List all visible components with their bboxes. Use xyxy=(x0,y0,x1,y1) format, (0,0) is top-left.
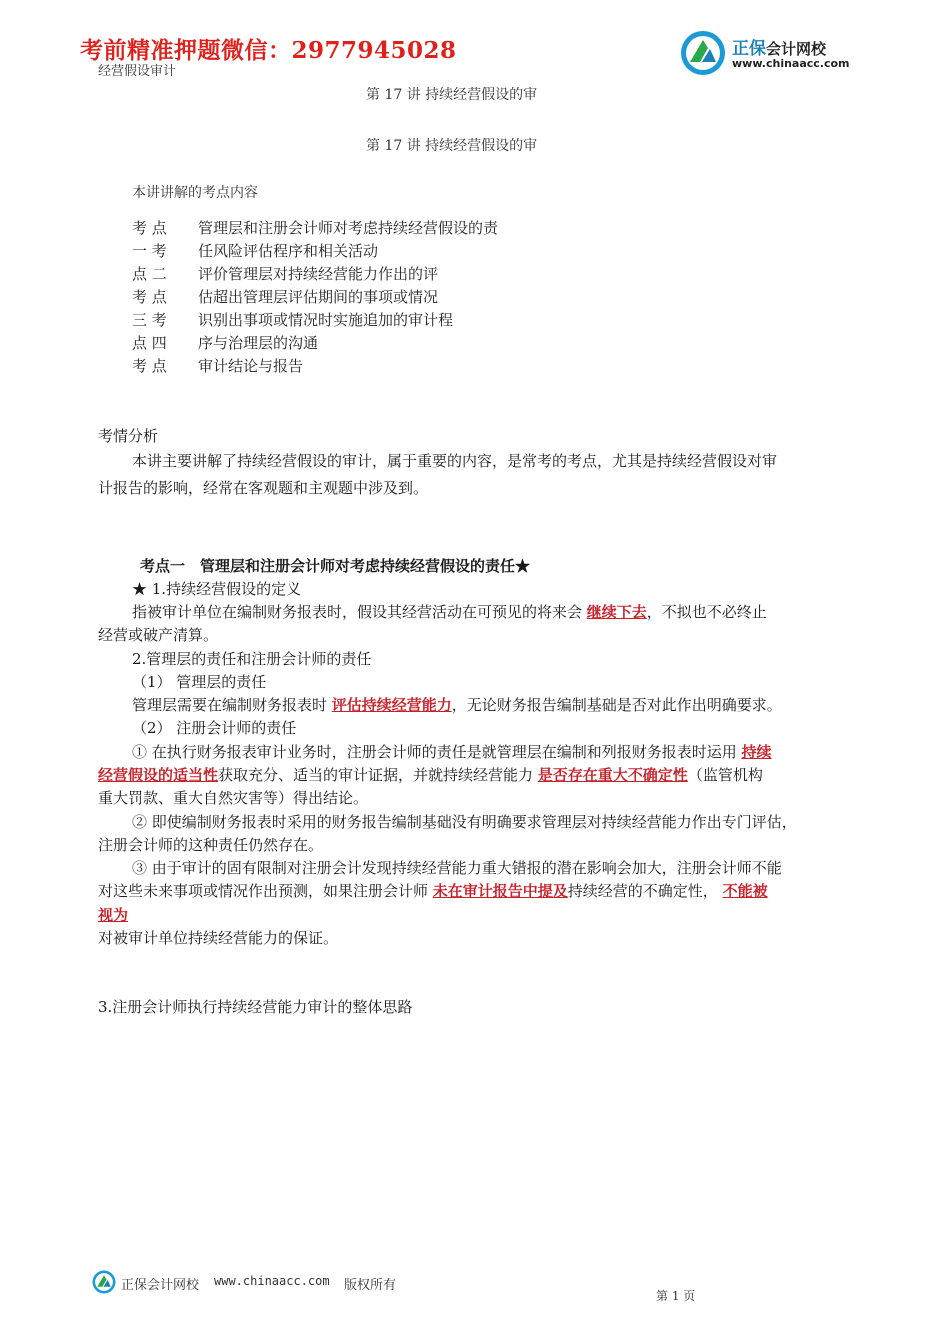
definition-title: ★ 1.持续经营假设的定义 xyxy=(132,580,302,598)
footer-brand: 正保会计网校 xyxy=(121,1278,200,1293)
logo-sub: 会计网校 xyxy=(766,40,827,58)
point-1-line-3: 重大罚款、重大自然灾害等）得出结论。 xyxy=(98,789,369,807)
highlight-going-concern-b: 经营假设的适当性 xyxy=(98,766,219,784)
toc-row: 考 点 审计结论与报告 xyxy=(132,357,304,375)
toc-row: 一 考 任风险评估程序和相关活动 xyxy=(132,242,379,260)
highlight-assess: 评估持续经营能力 xyxy=(331,696,452,714)
footer xyxy=(92,1270,492,1296)
lecture-title-cut-1: 第 17 讲 持续经营假设的审 xyxy=(366,87,538,103)
cpa-title: （2） 注册会计师的责任 xyxy=(132,719,297,737)
analysis-line-2-cut: 计报告的影响，经常在客观题和主观题中涉及到。 xyxy=(98,479,429,497)
point-1-line-2: 经营假设的适当性获取充分、适当的审计证据，并就持续经营能力 是否存在重大不确定性（监管机构 xyxy=(98,766,763,784)
mgmt-title: （1） 管理层的责任 xyxy=(132,673,267,691)
point-3-line-2: 对这些未来事项或情况作出预测，如果注册会计师 未在审计报告中提及持续经营的不确定性， 不能被 xyxy=(98,882,768,900)
chinaacc-logo xyxy=(680,28,870,78)
footer-rights: 版权所有 xyxy=(344,1278,397,1293)
logo-name: 正保 xyxy=(732,39,766,59)
footer-url: www.chinaacc.com xyxy=(214,1274,330,1288)
point-3-line-3 xyxy=(98,904,128,927)
promo-banner: 考前精准押题微信：2977945028 xyxy=(80,37,457,64)
lecture-title-cut-2: 第 17 讲 持续经营假设的审 xyxy=(366,138,538,154)
toc-row: 三 考 识别出事项或情况时实施追加的审计程 xyxy=(132,311,454,329)
point-1-line-1: ① 在执行财务报表审计业务时，注册会计师的责任是就管理层在编制和列报财务报表时运用 持续 xyxy=(132,743,772,761)
definition-line-1: 指被审计单位在编制财务报表时，假设其经营活动在可预见的将来会 继续下去，不拟也不必终止 xyxy=(132,603,767,621)
toc-title-cut: 本讲讲解的考点内容 xyxy=(132,185,258,201)
highlight-not-regarded-b: 视为 xyxy=(98,906,129,924)
toc-row: 点 四 序与治理层的沟通 xyxy=(132,334,319,352)
analysis-line-1: 本讲主要讲解了持续经营假设的审计，属于重要的内容，是常考的考点，尤其是持续经营假设对审 xyxy=(132,452,778,470)
definition-line-2: 经营或破产清算。 xyxy=(98,626,219,644)
logo-mark-icon xyxy=(680,30,726,76)
analysis-title: 考情分析 xyxy=(98,427,159,445)
point-3-line-1: ③ 由于审计的固有限制对注册会计发现持续经营能力重大错报的潜在影响会加大，注册会计师不能 xyxy=(132,859,782,877)
point-2-line-1: ② 即使编制财务报表时采用的财务报告编制基础没有明确要求管理层对持续经营能力作出专门评估， xyxy=(132,813,797,831)
footer-logo-icon xyxy=(92,1270,116,1294)
section-heading: 考点一 管理层和注册会计师对考虑持续经营假设的责任★ xyxy=(140,557,531,575)
toc-row: 点 二 评价管理层对持续经营能力作出的评 xyxy=(132,265,439,283)
mgmt-line: 管理层需要在编制财务报表时 评估持续经营能力，无论财务报告编制基础是否对此作出明确要求。 xyxy=(132,696,782,714)
highlight-not-regarded-a: 不能被 xyxy=(722,882,768,900)
toc-row: 考 点 估超出管理层评估期间的事项或情况 xyxy=(132,288,439,306)
highlight-continue: 继续下去 xyxy=(586,603,647,621)
logo-url: www.chinaacc.com xyxy=(732,57,850,70)
point-2-line-2: 注册会计师的这种责任仍然存在。 xyxy=(98,836,324,854)
point-3-line-4: 对被审计单位持续经营能力的保证。 xyxy=(98,929,339,947)
header-cut-line-0: 经营假设审计 xyxy=(98,64,177,79)
highlight-not-mentioned: 未在审计报告中提及 xyxy=(432,882,568,900)
next-item-cut: 3.注册会计师执行持续经营能力审计的整体思路 xyxy=(98,998,413,1016)
highlight-going-concern-a: 持续 xyxy=(741,743,772,761)
toc-list xyxy=(0,217,950,387)
page-number-cut: 第 1 页 xyxy=(656,1289,696,1303)
toc-row: 考 点 管理层和注册会计师对考虑持续经营假设的责 xyxy=(132,219,499,237)
responsibility-title: 2.管理层的责任和注册会计师的责任 xyxy=(132,650,372,668)
highlight-uncertainty: 是否存在重大不确定性 xyxy=(537,766,688,784)
